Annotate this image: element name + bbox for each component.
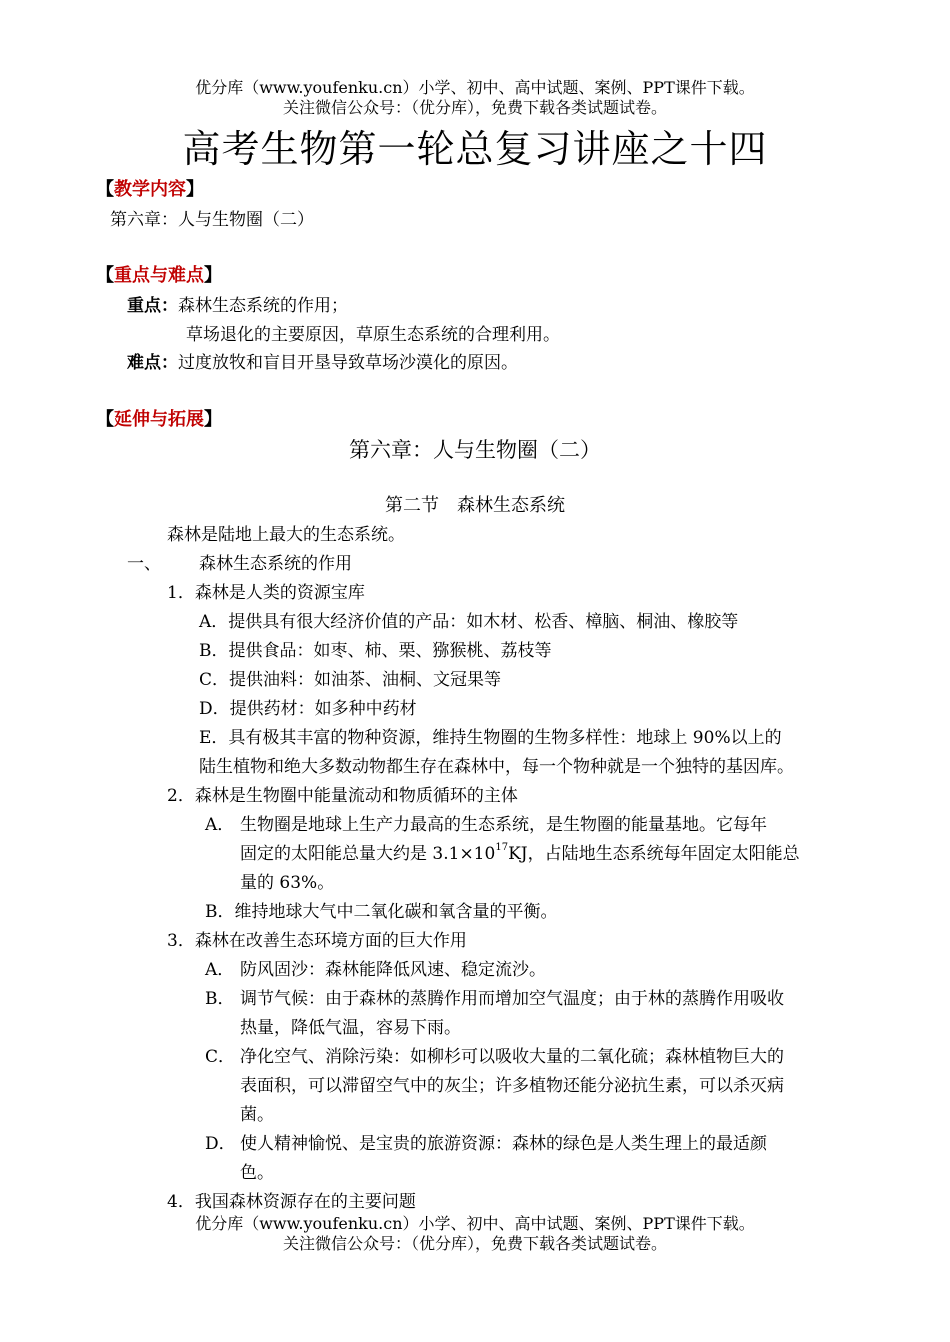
item-1-b: B．提供食品：如枣、柿、栗、猕猴桃、荔枝等 [199,641,552,661]
item-3-a-label: A． [205,960,235,980]
focus-line-2: 草场退化的主要原因，草原生态系统的合理利用。 [186,325,560,345]
item-3-a: 防风固沙：森林能降低风速、稳定流沙。 [240,960,546,980]
item-3-c-label: C． [205,1047,236,1067]
focus-line-1: 重点：森林生态系统的作用； [127,296,348,316]
footer-line-1: 优分库（www.youfenku.cn）小学、初中、高中试题、案例、PPT课件下载。 [195,1214,755,1233]
item-2-a-label: A． [205,815,235,835]
item-1-a: A．提供具有很大经济价值的产品：如木材、松香、樟脑、桐油、橡胶等 [199,612,739,632]
item-3-b-line-2: 热量，降低气温，容易下雨。 [240,1018,461,1038]
section-extension-heading: 【延伸与拓展】 [96,409,222,430]
item-3-d-line-1: 使人精神愉悦、是宝贵的旅游资源：森林的绿色是人类生理上的最适颜 [240,1134,767,1154]
item-3-c-line-1: 净化空气、消除污染：如柳杉可以吸收大量的二氧化硫；森林植物巨大的 [240,1047,784,1067]
page-title: 高考生物第一轮总复习讲座之十四 [182,127,768,171]
item-1-d: D．提供药材：如多种中药材 [199,699,417,719]
item-3-d-label: D． [205,1134,236,1154]
item-3-title: 3．森林在改善生态环境方面的巨大作用 [167,931,467,951]
section-teaching-heading: 【教学内容】 [96,179,204,200]
intro-text: 森林是陆地上最大的生态系统。 [167,525,405,545]
item-1-title: 1．森林是人类的资源宝库 [167,583,365,603]
chapter-title: 第六章：人与生物圈（二） [349,438,601,462]
teaching-content: 第六章：人与生物圈（二） [110,210,314,230]
item-1-e-line-1: E．具有极其丰富的物种资源，维持生物圈的生物多样性：地球上 90%以上的 [199,728,782,748]
exponent: 17 [495,842,509,853]
item-2-b: B．维持地球大气中二氧化碳和氧含量的平衡。 [205,902,558,922]
item-2-a-line-1: 生物圈是地球上生产力最高的生态系统，是生物圈的能量基地。它每年 [240,815,767,835]
item-3-d-line-2: 色。 [240,1163,274,1183]
item-3-c-line-2: 表面积，可以滞留空气中的灰尘；许多植物还能分泌抗生素，可以杀灭病 [240,1076,784,1096]
item-1-c: C．提供油料：如油茶、油桐、文冠果等 [199,670,502,690]
item-2-title: 2．森林是生物圈中能量流动和物质循环的主体 [167,786,518,806]
part-1-heading: 一、 森林生态系统的作用 [127,554,352,574]
item-3-b-label: B． [205,989,235,1009]
item-3-b-line-1: 调节气候：由于森林的蒸腾作用而增加空气温度；由于林的蒸腾作用吸收 [240,989,784,1009]
item-4-title: 4．我国森林资源存在的主要问题 [167,1192,416,1212]
header-line-2: 关注微信公众号：（优分库），免费下载各类试题试卷。 [282,98,667,117]
item-3-c-line-3: 菌。 [240,1105,274,1125]
item-2-a-line-3: 量的 63%。 [240,873,335,893]
difficulty-line: 难点：过度放牧和盲目开垦导致草场沙漠化的原因。 [127,353,518,373]
section-keypoints-heading: 【重点与难点】 [96,265,222,286]
header-line-1: 优分库（www.youfenku.cn）小学、初中、高中试题、案例、PPT课件下载。 [195,78,755,97]
item-1-e-line-2: 陆生植物和绝大多数动物都生存在森林中，每一个物种就是一个独特的基因库。 [199,757,794,777]
section-title: 第二节 森林生态系统 [385,495,565,516]
item-2-a-line-2: 固定的太阳能总量大约是 $3.1\times 10^{17}KJ$，占陆地生态系统每年固定太阳能总 [240,842,800,864]
footer-line-2: 关注微信公众号：（优分库），免费下载各类试题试卷。 [282,1234,667,1253]
